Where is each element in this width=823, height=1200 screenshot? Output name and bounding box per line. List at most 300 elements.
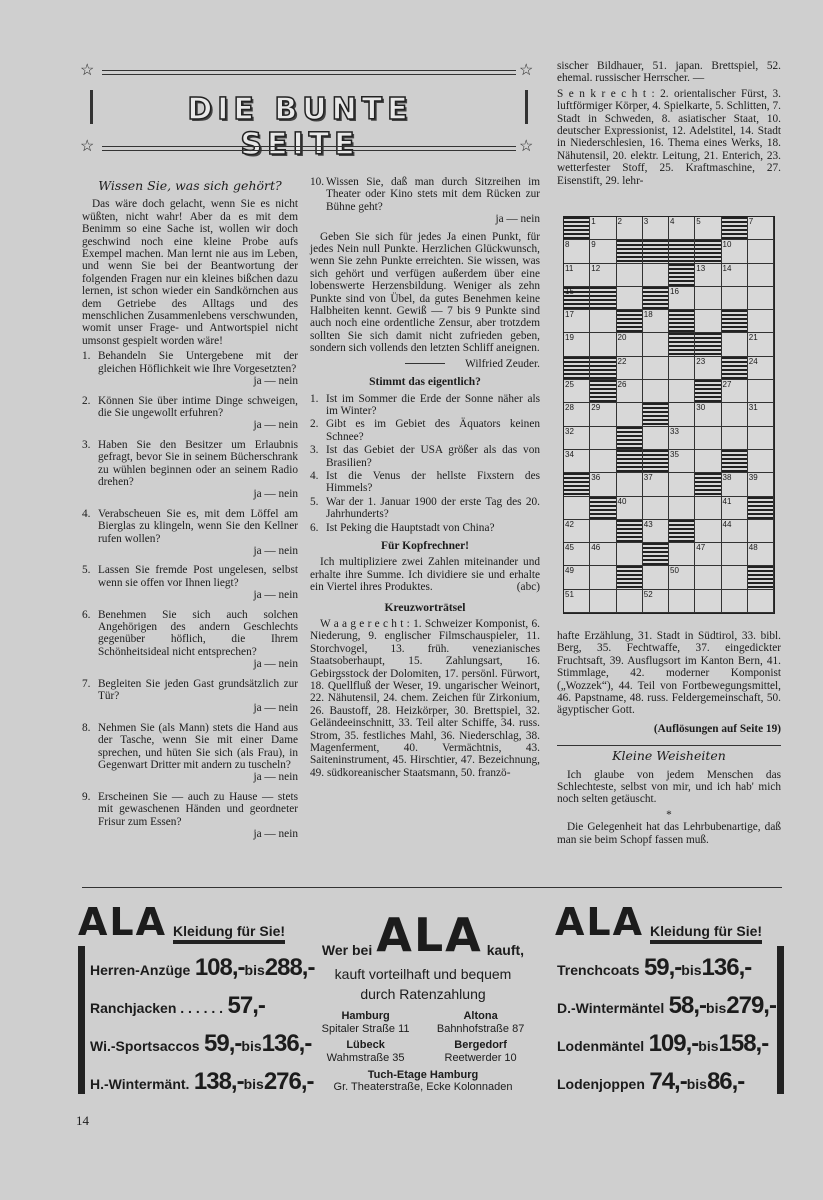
crossword-cell: [669, 497, 695, 520]
crossword-cell: [617, 380, 643, 403]
bis-label: bis: [681, 962, 702, 978]
crossword-cell: [590, 333, 616, 356]
bis-label: bis: [698, 1038, 719, 1054]
star-separator: *: [666, 808, 672, 821]
question-item: 1. Behandeln Sie Untergebene mit der gleichen Höflichkeit wie Ihre Vorgesetzten? ja — nein: [82, 350, 298, 388]
crossword-cell: [617, 590, 643, 613]
branch-city: Hamburg: [341, 1010, 390, 1022]
crossword-cell: [669, 473, 695, 496]
clue-number: 12: [591, 263, 601, 273]
clue-number: 38: [722, 473, 732, 483]
crossword-cell: [643, 427, 669, 450]
crossword-block: [643, 240, 669, 263]
crossword-cell: [695, 497, 721, 520]
crossword-cell: [617, 357, 643, 380]
crossword-block: [695, 240, 721, 263]
clue-number: 42: [565, 519, 574, 529]
bis-label: bis: [686, 1076, 707, 1092]
star-icon: ☆: [519, 138, 534, 155]
crossword-cell: [564, 543, 590, 566]
crossword-cell: [722, 497, 748, 520]
bis-label: bis: [244, 962, 265, 978]
crossword-cell: [643, 310, 669, 333]
page-number: 14: [76, 1113, 89, 1128]
question-text: Behandeln Sie Untergebene mit der gleichen Höflichkeit wie Ihre Vorgesetzten?: [98, 350, 298, 375]
clue-number: 15: [565, 286, 574, 296]
stimmt-text: Ist Peking die Hauptstadt von China?: [326, 521, 495, 534]
column-middle: [310, 176, 540, 782]
item-label: D.-Wintermäntel: [557, 1000, 665, 1016]
crossword-block: [590, 497, 616, 520]
question-text: Lassen Sie fremde Post ungelesen, selbst wenn sie offen vor Ihnen liegt?: [98, 564, 298, 589]
clue-number: 10: [722, 240, 732, 250]
crossword-cell: [643, 566, 669, 589]
branch-address: Reetwerder 10: [444, 1052, 517, 1064]
crossword-cell: [695, 287, 721, 310]
crossword-cell: [564, 333, 590, 356]
crossword-block: [617, 240, 643, 263]
crossword-block: [748, 497, 774, 520]
clue-number: 52: [643, 589, 653, 599]
crossword-cell: [669, 543, 695, 566]
clue-number: 30: [696, 403, 706, 413]
clue-number: 51: [565, 589, 574, 599]
crossword-cell: [564, 380, 590, 403]
crossword-cell: [722, 240, 748, 263]
clue-number: 17: [565, 310, 574, 320]
crossword-cell: [695, 590, 721, 613]
price-row: [90, 992, 265, 1020]
crossword-cell: [643, 497, 669, 520]
price-to: 279,-: [726, 992, 776, 1019]
crossword-cell: [748, 427, 774, 450]
crossword-cell: [695, 566, 721, 589]
crossword-grid: [563, 216, 775, 614]
item-label: Ranchjacken . . . . . .: [90, 1000, 224, 1016]
crossword-cell: [643, 590, 669, 613]
crossword-block: [617, 450, 643, 473]
crossword-cell: [643, 380, 669, 403]
crossword-cell: [590, 427, 616, 450]
stimmt-item: 5. War der 1. Januar 1900 der erste Tag des 20. Jahrhunderts?: [310, 495, 540, 521]
price-from: 59,-: [643, 954, 682, 981]
crossword-cell: [590, 264, 616, 287]
crossword-cell: [722, 520, 748, 543]
rule: [102, 70, 516, 71]
crossword-cell: [669, 217, 695, 240]
question-text: Benehmen Sie sich auch solchen Angehörigen des andern Geschlechts gegenüber höflich, die Ihrem Schönheitsideal nicht entsprechen?: [98, 608, 298, 658]
ad-bar: [78, 946, 85, 1094]
crossword-block: [617, 310, 643, 333]
crossword-cell: [590, 590, 616, 613]
price-row: [557, 1030, 768, 1058]
price-from: 108,-: [194, 954, 245, 981]
rule: [102, 150, 516, 151]
price-row: [557, 954, 751, 982]
ad-left: [78, 900, 315, 1100]
crossword-cell: [617, 473, 643, 496]
rule: [82, 887, 782, 888]
question-text: Begleiten Sie jeden Gast grundsätzlich zur Tür?: [98, 677, 298, 703]
star-icon: ☆: [80, 138, 95, 155]
stimmt-text: Ist das Gebiet der USA größer als das von Brasilien?: [326, 444, 540, 469]
crossword-cell: [590, 310, 616, 333]
clue-number: 19: [565, 333, 574, 343]
clue-number: 14: [722, 263, 732, 273]
question-item: 9. Erscheinen Sie — auch zu Hause — stets mit gewaschenen Händen und geordneter Frisur zum Essen? ja — nein: [82, 790, 298, 841]
crossword-cell: [748, 590, 774, 613]
price-row: [557, 992, 776, 1020]
crossword-cell: [590, 543, 616, 566]
clue-number: 7: [748, 217, 754, 226]
divider: [405, 363, 445, 364]
crossword-block: [564, 357, 590, 380]
crossword-cell: [564, 590, 590, 613]
clue-number: 8: [565, 240, 570, 250]
clue-number: 39: [748, 473, 758, 483]
clue-number: 32: [565, 426, 574, 436]
branch-city: Bergedorf: [454, 1039, 507, 1051]
senkrecht-continuation: hafte Erzählung, 31. Stadt in Südtirol, 33. bibl. Berg, 35. Fechtwaffe, 37. eingedickter Fruchtsaft, 39. Ausflugsort im Kanton Bern, 41. Stimmlage, 42. moderner Komponist („Wozzek“), 44. Teil von Fortbewegungsmittel, 46. Papstname, 48. russ. Feldergemeinschaft, 50. ägyptischer Gott.: [557, 630, 781, 717]
crossword-block: [643, 450, 669, 473]
price-from: 138,-: [193, 1068, 244, 1095]
clue-number: 43: [643, 519, 653, 529]
crossword-cell: [669, 380, 695, 403]
waagerecht-clues: W a a g e r e c h t : 1. Schweizer Komponist, 6. Niederung, 9. englischer Filmschauspieler, 11. Storchvogel, 13. früh. venezianisches Staatsoberhaupt, 15. Zahlungsart, 16. Gebirgsstock der Dolomiten, 17. persönl. Fürwort, 18. Quellfluß der Weser, 19. ungarischer Weinort, 22. Nähutensil, 24. chem. Zeichen für Zirkonium, 26. Baustoff, 28. Heizkörper, 30. Brettspiel, 32. Geländeeinschnitt, 33. Teil alter Schiffe, 34. russ. Strom, 35. festliches Mahl, 36. Niederschlag, 38. Magenferment, 40. Vermächtnis, 43. Saiteninstrument, 45. Hirschtier, 47. Bezeichnung, 49. südkoreanischer Staatsmann, 50. franzö-: [310, 618, 540, 779]
clue-number: 25: [565, 380, 574, 390]
crossword-cell: [564, 403, 590, 426]
price-to: 288,-: [264, 954, 315, 981]
clue-number: 36: [591, 473, 601, 483]
clue-number: 50: [670, 566, 679, 576]
werbei: Wer bei: [321, 942, 373, 958]
answer-choice: ja — nein: [253, 589, 298, 602]
clue-continuation: sischer Bildhauer, 51. japan. Brettspiel, 52. ehemal. russischer Herrscher. —: [557, 60, 781, 85]
bis-label: bis: [241, 1038, 262, 1054]
stimmt-item: 1. Ist im Sommer die Erde der Sonne näher als im Winter?: [310, 392, 540, 417]
stimmt-list: [310, 393, 540, 534]
question-text: Können Sie über intime Dinge schweigen, die Sie ungewollt erfuhren?: [98, 394, 298, 419]
crossword-cell: [590, 520, 616, 543]
question-list: [82, 350, 298, 840]
crossword-cell: [748, 543, 774, 566]
item-label: Lodenmäntel: [557, 1038, 645, 1054]
crossword-cell: [564, 264, 590, 287]
crossword-cell: [643, 264, 669, 287]
crossword-cell: [748, 310, 774, 333]
etiquette-heading: Wissen Sie, was sich gehört?: [98, 178, 282, 193]
crossword-cell: [643, 473, 669, 496]
clue-number: 34: [565, 449, 574, 459]
branch-address: Bahnhofstraße 87: [436, 1023, 525, 1035]
answer-choice: ja — nein: [253, 771, 298, 784]
crossword-cell: [722, 473, 748, 496]
crossword-cell: [748, 450, 774, 473]
column-right-bottom: [557, 630, 781, 849]
answer-choice: ja — nein: [253, 419, 298, 432]
clue-number: 5: [696, 217, 701, 226]
crossword-cell: [748, 287, 774, 310]
crossword-cell: [669, 590, 695, 613]
brand-logo: ALA: [78, 900, 168, 944]
crossword-cell: [748, 264, 774, 287]
price-row: [90, 1030, 311, 1058]
branch-address: Gr. Theaterstraße, Ecke Kolonnaden: [333, 1081, 513, 1093]
crossword-cell: [643, 520, 669, 543]
rule: [102, 146, 516, 147]
crossword-cell: [695, 403, 721, 426]
item-label: H.-Wintermänt.: [90, 1076, 190, 1092]
crossword-block: [590, 287, 616, 310]
price-to: 86,-: [706, 1068, 745, 1095]
clue-number: 27: [722, 380, 732, 390]
clue-number: 40: [617, 496, 627, 506]
clue-number: 23: [696, 356, 706, 366]
crossword-block: [643, 403, 669, 426]
solutions-note: (Auflösungen auf Seite 19): [653, 722, 781, 735]
answer-choice: ja — nein: [253, 544, 298, 557]
crossword-cell: [722, 333, 748, 356]
crossword-block: [669, 240, 695, 263]
author: Wilfried Zeuder.: [465, 357, 540, 370]
price-from: 74,-: [649, 1068, 687, 1095]
column-right-top: [557, 60, 781, 190]
brand-logo: ALA: [376, 908, 483, 962]
crossword-cell: [748, 333, 774, 356]
kreuz-heading: Kreuzworträtsel: [384, 601, 466, 614]
kauft: kauft,: [486, 942, 525, 958]
crossword-cell: [722, 287, 748, 310]
crossword-cell: [669, 566, 695, 589]
crossword-cell: [748, 380, 774, 403]
crossword-cell: [590, 217, 616, 240]
question-text: Nehmen Sie (als Mann) stets die Hand aus der Tasche, wenn Sie mit einer Dame sprechen, und hüten Sie sich (als Frau), in Gegenwart Dritter mit andern zu tuscheln?: [98, 721, 298, 772]
crossword-cell: [617, 543, 643, 566]
question-item: 8. Nehmen Sie (als Mann) stets die Hand aus der Tasche, wenn Sie mit einer Dame sprechen, und hüten Sie sich (als Frau), in Gegenwart Dritter mit andern zu tuscheln? ja — nein: [82, 721, 298, 784]
crossword-cell: [695, 450, 721, 473]
price-to: 136,-: [701, 954, 752, 981]
bis-label: bis: [243, 1076, 264, 1092]
weisheit-1: Ich glaube von jedem Menschen das Schlechteste, selbst von mir, und ich hab' mich noch selten getäuscht.: [557, 768, 781, 806]
clue-number: 9: [591, 240, 596, 250]
ad-bar: [777, 946, 784, 1094]
clue-number: 26: [617, 380, 627, 390]
clue-number: 47: [696, 543, 706, 553]
crossword-cell: [695, 520, 721, 543]
ad-right: [555, 900, 787, 1100]
crossword-cell: [617, 264, 643, 287]
star-icon: ☆: [80, 62, 95, 79]
crossword-block: [722, 310, 748, 333]
crossword-cell: [722, 264, 748, 287]
price-from: 109,-: [648, 1030, 699, 1057]
crossword-block: [722, 217, 748, 240]
ad-line: durch Ratenzahlung: [360, 986, 486, 1002]
clue-number: 3: [643, 217, 649, 226]
price-to: 57,-: [227, 992, 265, 1019]
crossword-block: [590, 357, 616, 380]
crossword-cell: [564, 520, 590, 543]
price-to: 276,-: [263, 1068, 314, 1095]
crossword-cell: [590, 450, 616, 473]
stimmt-text: Ist im Sommer die Erde der Sonne näher als im Winter?: [326, 392, 540, 417]
scoring-text: Geben Sie sich für jedes Ja einen Punkt, für jedes Nein null Punkte. Herzlichen Glückwunsch, wenn Sie zehn Punkte erreichten. Sie wissen, was sich gehört und verfügen außerdem über eine lobenswerte Herzensbildung. Weniger als zehn Punkte sind von Übel, da gutes Benehmen keine Halbheiten kennt. Gewiß — 7 bis 9 Punkte sind auch noch eine ordentliche Zensur, aber trotzdem sollten Sie sich damit nicht zufrieden geben, sondern sich vollends den letzten Schliff aneignen.: [310, 230, 540, 355]
crossword-cell: [695, 264, 721, 287]
question-text: Verabscheuen Sie es, mit dem Löffel am Bierglas zu klingeln, wenn Sie den Kellner rufen wollen?: [98, 507, 298, 545]
price-row: [90, 954, 314, 982]
stimmt-item: 3. Ist das Gebiet der USA größer als das von Brasilien?: [310, 444, 540, 469]
clue-number: 31: [748, 403, 758, 413]
clue-number: 45: [565, 543, 574, 553]
branch-address: Spitaler Straße 11: [321, 1023, 410, 1035]
crossword-cell: [564, 240, 590, 263]
crossword-block: [590, 380, 616, 403]
brand-logo: ALA: [555, 900, 645, 944]
stimmt-item: 4. Ist die Venus der hellste Fixstern des Himmels?: [310, 469, 540, 495]
clue-number: 46: [591, 543, 601, 553]
stimmt-text: Ist die Venus der hellste Fixstern des Himmels?: [326, 469, 540, 495]
kopf-heading: Für Kopfrechner!: [380, 539, 470, 552]
crossword-cell: [643, 357, 669, 380]
crossword-cell: [590, 566, 616, 589]
answer-choice: ja — nein: [253, 488, 298, 501]
crossword-block: [695, 380, 721, 403]
clue-number: 18: [643, 310, 653, 320]
crossword-cell: [722, 566, 748, 589]
branch-city: Tuch-Etage Hamburg: [367, 1069, 479, 1081]
crossword-cell: [617, 403, 643, 426]
price-row: [557, 1068, 744, 1096]
crossword-cell: [695, 543, 721, 566]
crossword-cell: [695, 427, 721, 450]
crossword-cell: [564, 310, 590, 333]
crossword-block: [669, 333, 695, 356]
clue-number: 4: [670, 217, 675, 226]
crossword-cell: [748, 240, 774, 263]
crossword-cell: [695, 310, 721, 333]
frame-side: [525, 90, 528, 124]
crossword-block: [669, 264, 695, 287]
price-to: 158,-: [718, 1030, 769, 1057]
branch-city: Altona: [463, 1010, 498, 1022]
crossword-cell: [617, 497, 643, 520]
crossword-cell: [564, 450, 590, 473]
crossword-cell: [564, 566, 590, 589]
item-label: Lodenjoppen: [557, 1076, 645, 1092]
crossword-block: [564, 217, 590, 240]
item-label: Wi.-Sportsaccos: [90, 1038, 200, 1054]
question-item: 10. Wissen Sie, daß man durch Sitzreihen im Theater oder Kino stets mit dem Rücken zur Bühne geht? ja — nein: [310, 176, 540, 226]
clue-number: 33: [670, 426, 679, 436]
crossword-cell: [590, 240, 616, 263]
clue-number: 44: [722, 519, 732, 529]
weisheit-2: Die Gelegenheit hat das Lehrbubenartige, daß man sie beim Schopf fassen muß.: [557, 821, 781, 846]
clue-number: 11: [565, 263, 574, 273]
slogan: Kleidung für Sie!: [650, 923, 762, 944]
price-row: [90, 1068, 314, 1096]
crossword-block: [643, 287, 669, 310]
branch-address: Wahmstraße 35: [326, 1052, 405, 1064]
crossword-cell: [617, 217, 643, 240]
question-text: Erscheinen Sie — auch zu Hause — stets mit gewaschenen Händen und geordneter Frisur zum Essen?: [98, 790, 298, 828]
question-item: 2. Können Sie über intime Dinge schweigen, die Sie ungewollt erfuhren? ja — nein: [82, 394, 298, 432]
clue-number: 24: [748, 356, 758, 366]
crossword-block: [722, 357, 748, 380]
question-item: 3. Haben Sie den Besitzer um Erlaubnis gefragt, bevor Sie in seinem Bücherschrank zu wühlen beginnen oder an seinem Radio drehen? ja — nein: [82, 438, 298, 501]
answer-choice: ja — nein: [495, 213, 540, 226]
crossword-cell: [590, 403, 616, 426]
frame-side: [90, 90, 93, 124]
column-etiquette: [82, 176, 298, 848]
crossword-cell: [748, 357, 774, 380]
crossword-block: [669, 310, 695, 333]
crossword-cell: [748, 403, 774, 426]
crossword-cell: [617, 287, 643, 310]
crossword-cell: [669, 450, 695, 473]
clue-number: 22: [617, 356, 627, 366]
clue-number: 2: [617, 217, 622, 226]
crossword-cell: [643, 217, 669, 240]
etiquette-intro: Das wäre doch gelacht, wenn Sie es nicht wüßten, nicht wahr! Aber da es mit dem Benimm so eine Sache ist, wollen wir doch geschwind noch eine kleine Probe aufs Exempel machen. Man lernt nie aus im Leben, und wenn Sie bei der Beantwortung der folgenden Fragen nur ein kleines bißchen dazu lernen, ist schon wieder ein Sandkörnchen aus dem Getriebe des Alltags und des menschlichen Zusammenlebens verschwunden, womit unser Frage- und Antwortspiel nicht umsonst gespielt worden wäre!: [82, 198, 298, 347]
question-item: 5. Lassen Sie fremde Post ungelesen, selbst wenn sie offen vor Ihnen liegt? ja — nein: [82, 564, 298, 602]
crossword-block: [722, 450, 748, 473]
stimmt-text: Gibt es im Gebiet des Äquators keinen Schnee?: [326, 418, 540, 443]
crossword-cell: [669, 287, 695, 310]
crossword-block: [564, 473, 590, 496]
crossword-block: [748, 566, 774, 589]
question-item: 6. Benehmen Sie sich auch solchen Angehörigen des andern Geschlechts gegenüber höflich, die Ihrem Schönheitsideal nicht entsprechen? ja — nein: [82, 608, 298, 671]
answer-choice: ja — nein: [253, 702, 298, 715]
clue-number: 1: [591, 217, 596, 226]
stimmt-text: War der 1. Januar 1900 der erste Tag des 20. Jahrhunderts?: [326, 495, 540, 521]
crossword-cell: [617, 333, 643, 356]
clue-number: 37: [643, 473, 653, 483]
crossword-block: [564, 287, 590, 310]
clue-number: 21: [748, 333, 758, 343]
crossword-cell: [669, 357, 695, 380]
answer-choice: ja — nein: [253, 828, 298, 841]
bis-label: bis: [706, 1000, 727, 1016]
crossword-cell: [564, 427, 590, 450]
crossword-block: [695, 333, 721, 356]
crossword-cell: [748, 473, 774, 496]
crossword-cell: [669, 403, 695, 426]
senkrecht-clues: S e n k r e c h t : 2. orientalischer Fürst, 3. luftförmiger Körper, 4. Spielkarte, 5. Schlitten, 7. Stadt in Schweden, 8. asiatischer Staat, 10. deutscher Expressionist, 12. Adelstitel, 14. Stadt in Niederschlesien, 16. Thema eines Werks, 18. Nähutensil, 20. elektr. Leitung, 21. Enterich, 23. wetterfester Stoff, 25. Kraftmaschine, 27. Eisenstift, 29. lehr-: [557, 87, 781, 187]
crossword-cell: [722, 380, 748, 403]
price-from: 59,-: [204, 1030, 242, 1057]
crossword-block: [617, 566, 643, 589]
stimmt-heading: Stimmt das eigentlich?: [369, 376, 481, 389]
question-text: Wissen Sie, daß man durch Sitzreihen im Theater oder Kino stets mit dem Rücken zur Bühne geht?: [326, 176, 540, 213]
kopf-text: Ich multipliziere zwei Zahlen miteinander und erhalte ihre Summe. Ich dividiere sie und erhalte ein Viertel ihres Produktes. (abc): [310, 556, 540, 594]
item-label: Herren-Anzüge: [90, 962, 191, 978]
clue-number: 29: [591, 403, 601, 413]
clue-number: 16: [670, 286, 679, 296]
stimmt-item: 6. Ist Peking die Hauptstadt von China?: [310, 521, 495, 534]
crossword-block: [695, 473, 721, 496]
clue-number: 20: [617, 333, 627, 343]
answer-choice: ja — nein: [253, 658, 298, 671]
crossword-cell: [669, 427, 695, 450]
page-title: DIE BUNTE SEITE: [187, 92, 413, 162]
star-icon: ☆: [519, 62, 534, 79]
answer-choice: ja — nein: [253, 375, 298, 388]
crossword-cell: [590, 473, 616, 496]
clue-number: 35: [670, 449, 679, 459]
ad-middle: [308, 908, 538, 1093]
crossword-block: [669, 520, 695, 543]
price-from: 58,-: [668, 992, 707, 1019]
